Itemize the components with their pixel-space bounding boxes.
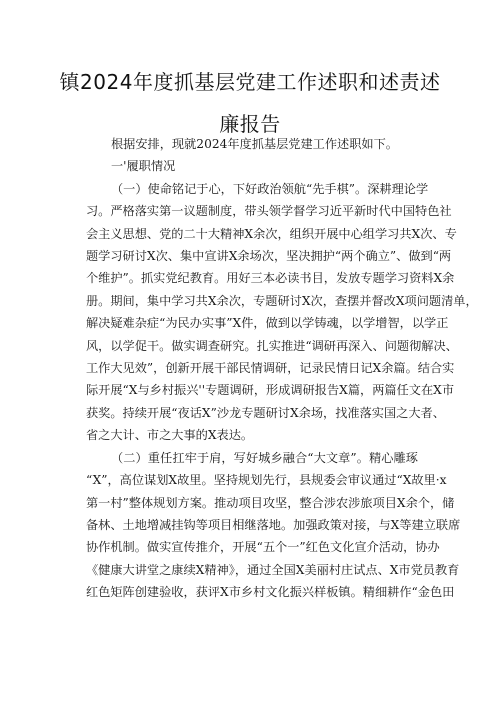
document-body (86, 133, 478, 604)
body-line: 题学习研讨X次、集中宣讲X余场次，坚决拥护“两个确立”、做到“两 (86, 249, 452, 264)
body-line: 个维护”。抓实党纪教育。用好三本必读书目，发放专题学习资料X余 (86, 271, 455, 286)
section-heading: 一'履职情况 (111, 159, 176, 174)
body-line: 根据安排，现就2024年度抓基层党建工作述职如下。 (111, 137, 398, 151)
body-line: “X”，高位谋划X故里。坚持规划先行，县规委会审议通过“X故里·x (86, 473, 447, 488)
body-line: 册。期间，集中学习共X余次，专题研讨X次，查摆并督改X项问题清单， (86, 293, 478, 308)
body-line: 第一村”整体规划方案。推动项目攻坚，整合涉农涉旅项目X余个，储 (86, 495, 455, 510)
document-title-line-2: 廉报告 (219, 112, 281, 136)
body-line: 《健康大讲堂之康续X精神》，通过全国X美丽村庄试点、X市党员教育 (86, 562, 460, 577)
body-line: 获奖。持续开展“夜话X”沙龙专题研讨X余场，找准落实国之大者、 (86, 405, 445, 420)
body-line: （二）重任扛牢于肩，写好城乡融合“大文章”。精心雕琢 (111, 450, 418, 465)
body-line: 习。严格落实第一议题制度，带头领学督学习近平新时代中国特色社 (86, 204, 452, 219)
body-line: 解决疑难杂症“为民办实事”X件，做到以学铸魂，以学增智，以学正 (86, 316, 449, 331)
document-title-line-1: 镇2024年度抓基层党建工作述职和述责述 (59, 70, 441, 94)
body-line: 红色矩阵创建验收，获评X市乡村文化振兴样板镇。精细耕作“金色田 (86, 585, 455, 600)
body-line: 协作机制。做实宣传推介，开展“五个一”红色文化宣介活动，协办 (86, 540, 440, 555)
body-line: （一）使命铭记于心，下好政治领航“先手棋”。深耕理论学 (111, 181, 429, 196)
body-line: 风，以学促干。做实调查研究。扎实推进“调研再深入、问题彻解决、 (86, 338, 458, 353)
body-line: 省之大计、市之大事的X表达。 (86, 428, 254, 443)
body-line: 际开展“X与乡村振兴''专题调研，形成调研报告X篇，两篇任文在X市 (86, 383, 455, 398)
body-line: 备林、土地增减挂钩等项目相继落地。加强政策对接，与X等建立联席 (86, 517, 461, 532)
body-line: 会主义思想、党的二十大精神X余次，组织开展中心组学习共X次、专 (86, 226, 457, 241)
body-line: 工作大见效”，创新开展干部民情调研，记录民情日记X余篇。结合实 (86, 361, 455, 376)
